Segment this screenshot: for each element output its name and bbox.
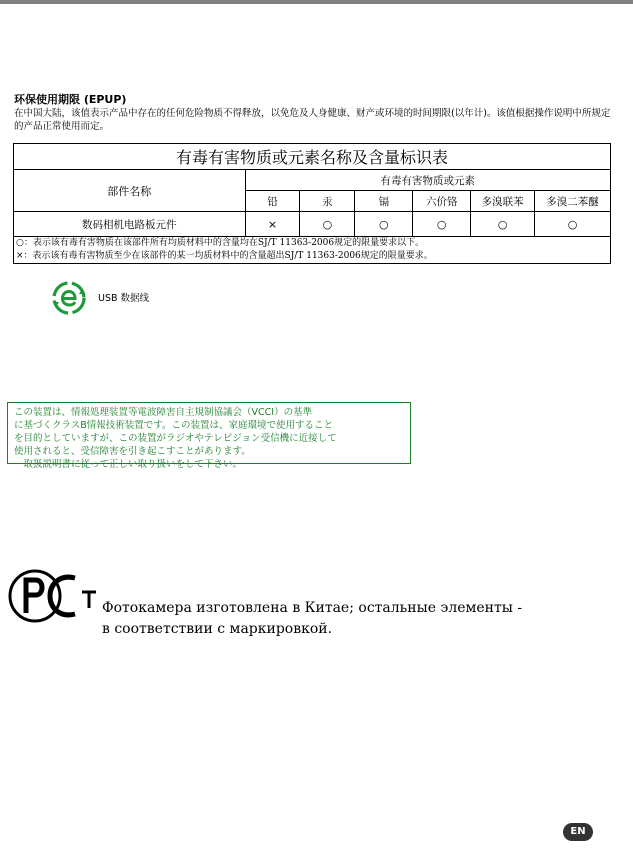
epup-recycle-icon — [52, 281, 86, 315]
pct-statement — [102, 598, 522, 640]
table-notes — [14, 237, 611, 264]
vcci-line: を目的としていますが、この装置がラジオやテレビジョン受信機に近接して — [14, 433, 337, 444]
substance-header-pbde: 多溴二苯醚 — [535, 191, 611, 212]
substance-header-pbb: 多溴联苯 — [471, 191, 535, 212]
mark-cell: ○ — [355, 212, 413, 237]
note-cross: ×：表示该有毒有害物质至少在该部件的某一均质材料中的含量超出SJ/T 11363-2006规定的限量要求。 — [16, 251, 433, 261]
vcci-line: 使用されると、受信障害を引き起こすことがあります。 — [14, 446, 251, 457]
vcci-line: に基づくクラスB情報技術装置です。この装置は、家庭環境で使用すること — [14, 420, 333, 431]
hazardous-substances-table — [13, 143, 611, 264]
substance-header-chromium: 六价铬 — [413, 191, 471, 212]
epup-logo-label: USB 数据线 — [98, 293, 150, 304]
pct-line: Фотокамера изготовлена в Китае; остальные элементы - — [102, 600, 523, 616]
vcci-line: 取扱説明書に従って正しい取り扱いをして下さい。 — [14, 459, 243, 470]
mark-cell: ○ — [300, 212, 355, 237]
table-title: 有毒有害物质或元素名称及含量标识表 — [14, 144, 611, 170]
substance-header-mercury: 汞 — [300, 191, 355, 212]
substance-header-cadmium: 镉 — [355, 191, 413, 212]
pct-certification-icon — [8, 566, 98, 626]
mark-cell: ○ — [471, 212, 535, 237]
mark-cell: ○ — [413, 212, 471, 237]
top-rule — [0, 0, 633, 4]
note-circle: ○：表示该有毒有害物质在该部件所有均质材料中的含量均在SJ/T 11363-2006规定的限量要求以下。 — [16, 238, 425, 248]
epup-title: 环保使用期限 (EPUP) — [14, 93, 127, 106]
pct-line: в соответствии с маркировкой. — [102, 621, 333, 637]
part-name-header: 部件名称 — [14, 170, 246, 212]
epup-description: 在中国大陆，该值表示产品中存在的任何危险物质不得释放，以免危及人身健康、财产或环境的时间期限(以年计)。该值根据操作说明中所规定的产品正常使用而定。 — [14, 108, 611, 132]
mark-cell: ○ — [535, 212, 611, 237]
substance-header-lead: 铅 — [245, 191, 300, 212]
mark-cell: × — [245, 212, 300, 237]
part-name-cell: 数码相机电路板元件 — [14, 212, 246, 237]
substances-group-header: 有毒有害物质或元素 — [245, 170, 610, 191]
vcci-line: この装置は、情報処理装置等電波障害自主規制協議会（VCCI）の基準 — [14, 407, 313, 418]
table-row — [14, 212, 611, 237]
vcci-notice — [7, 402, 411, 470]
language-badge: EN — [563, 823, 593, 841]
